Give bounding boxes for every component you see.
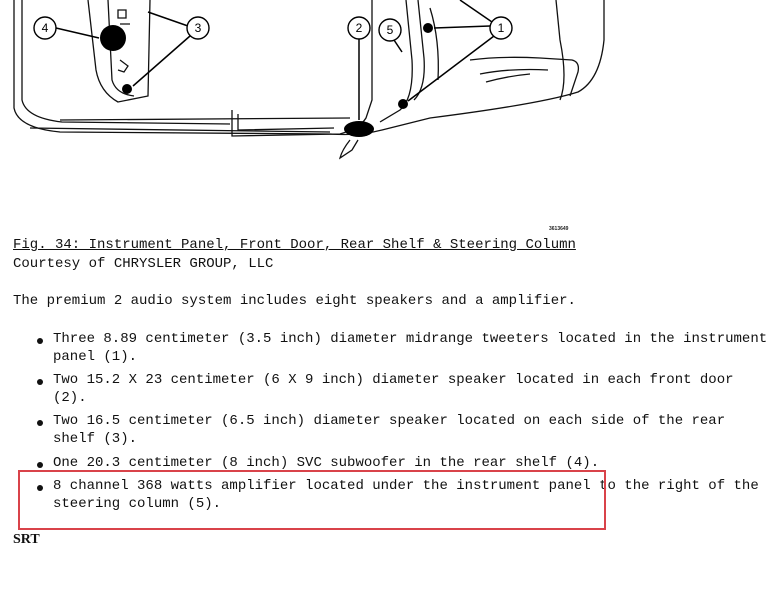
bullet-dot — [37, 338, 43, 344]
list-item-text: One 20.3 centimeter (8 inch) SVC subwoofer in the rear shelf (4). — [53, 455, 600, 471]
door-panel-inner — [414, 0, 424, 100]
callout-5-label: 5 — [386, 23, 394, 37]
leader-1b — [460, 0, 492, 22]
list-item-text: 8 channel 368 watts amplifier located under the instrument panel to the right of the steering column (5). — [53, 478, 759, 512]
body-outline — [14, 0, 604, 135]
figure-caption: Fig. 34: Instrument Panel, Front Door, Rear Shelf & Steering Column — [13, 237, 576, 253]
leader-1a — [434, 26, 490, 28]
intro-paragraph: The premium 2 audio system includes eight speakers and a amplifier. — [13, 293, 576, 309]
figure-courtesy: Courtesy of CHRYSLER GROUP, LLC — [13, 256, 274, 272]
callout-3-label: 3 — [194, 21, 202, 35]
leader-4 — [56, 28, 99, 38]
dash-edge — [430, 8, 438, 80]
leader-1c — [408, 36, 494, 101]
tweeter-speaker-top — [423, 23, 433, 33]
callout-1-label: 1 — [497, 21, 505, 35]
leader-5 — [394, 40, 402, 52]
speaker-location-diagram — [0, 0, 606, 170]
list-item-text: Two 16.5 centimeter (6.5 inch) diameter speaker located on each side of the rear shelf (3). — [53, 413, 726, 447]
bullet-dot — [37, 420, 43, 426]
highlight-box — [18, 470, 606, 530]
callout-2-label: 2 — [355, 21, 363, 35]
leader-3b — [133, 36, 190, 86]
rear-shelf-speaker — [122, 84, 132, 94]
list-item-text: Two 15.2 X 23 centimeter (6 X 9 inch) diameter speaker located in each front door (2). — [53, 372, 734, 406]
dash-curve-3 — [486, 74, 530, 82]
section-heading: SRT — [13, 532, 40, 547]
sill-line-2 — [60, 118, 350, 120]
windshield — [556, 0, 564, 100]
dash-curve-2 — [480, 70, 548, 75]
bullet-dot — [37, 379, 43, 385]
list-item-text: Three 8.89 centimeter (3.5 inch) diameter midrange tweeters located in the instrument panel (1). — [53, 331, 767, 365]
door-lower — [238, 114, 334, 130]
rear-seat — [88, 0, 150, 102]
leader-3a — [148, 12, 188, 26]
subwoofer-speaker — [100, 25, 126, 51]
amplifier — [344, 121, 374, 137]
bullet-dot — [37, 462, 43, 468]
figure-id: 3613649 — [549, 226, 569, 232]
callout-4-label: 4 — [41, 21, 49, 35]
tweeter-speaker-bottom — [398, 99, 408, 109]
steering-column — [340, 140, 358, 158]
